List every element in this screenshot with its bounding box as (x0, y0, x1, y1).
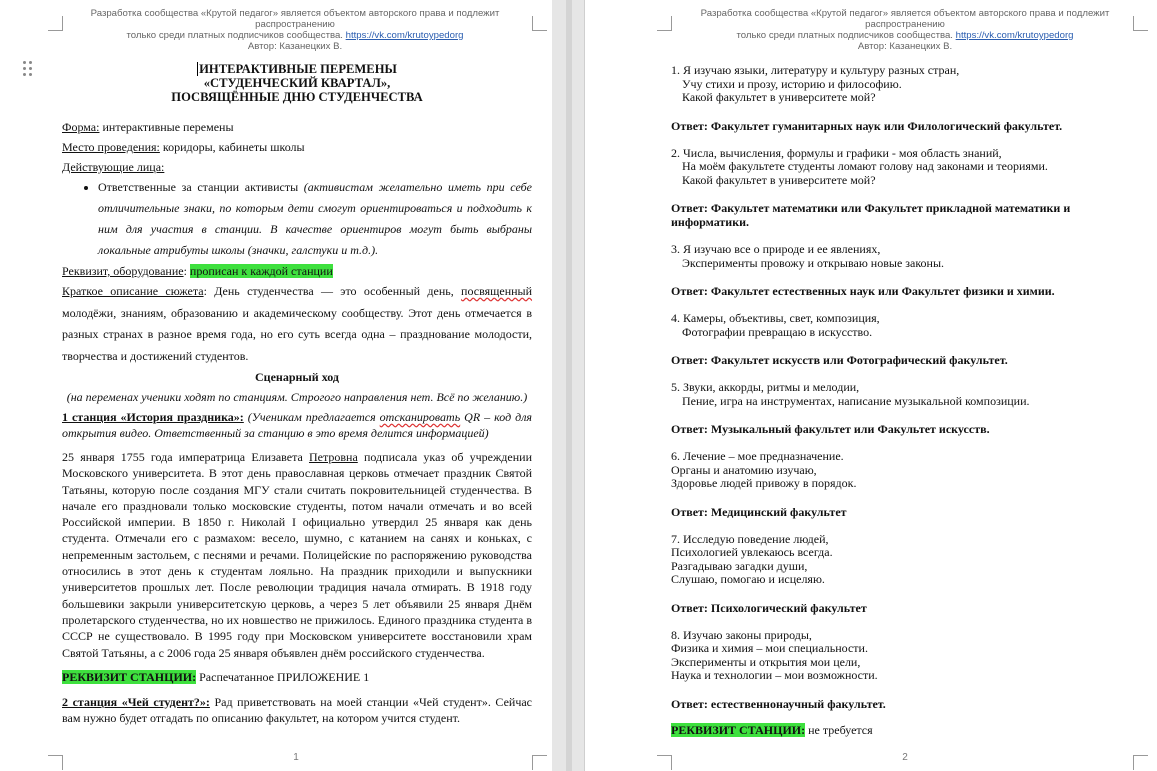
riddle-line: Физика и химия – мои специальности. (671, 641, 868, 655)
scenario-heading: Сценарный ход (255, 370, 339, 384)
copyright-line: только среди платных подписчиков сообщества. (126, 30, 343, 41)
riddle-answer: Ответ: Психологический факультет (671, 600, 867, 615)
riddle-line: На моём факультете студенты ломают голову над законами и теориями. (682, 159, 1048, 173)
page-number: 2 (902, 752, 908, 763)
document-title: ИНТЕРАКТИВНЫЕ ПЕРЕМЕНЫ «СТУДЕНЧЕСКИЙ КВАРТАЛ», ПОСВЯЩЁННЫЕ ДНЮ СТУДЕНЧЕСТВА (171, 62, 423, 104)
riddle-line: 1. Я изучаю языки, литературу и культуру разных стран, (671, 63, 960, 77)
page-1-body[interactable] (62, 62, 532, 726)
riddle-answer: Ответ: Факультет математики или Факультет прикладной математики и информатики. (671, 201, 1071, 229)
riddle-answer: Ответ: естественнонаучный факультет. (671, 696, 886, 711)
station-2-heading: 2 станция «Чей студент?»: Рад приветствовать на моей станции «Чей студент». Сейчас вам нужно будет отгадать по описанию факультет, на котором учится студент. (62, 694, 533, 725)
copyright-line: Разработка сообщества «Крутой педагог» является объектом авторского права и подлежит распространению (700, 8, 1110, 30)
station-2-props: РЕКВИЗИТ СТАНЦИИ: не требуется (671, 722, 873, 737)
author-line: Автор: Казанецких В. (857, 41, 953, 52)
riddle-line: 4. Камеры, объективы, свет, композиция, (671, 311, 880, 325)
form-line: Форма: интерактивные перемены (62, 120, 234, 134)
riddle-line: 2. Числа, вычисления, формулы и графики - моя область знаний, (671, 145, 1002, 160)
riddle-answer: Ответ: Медицинский факультет (671, 504, 847, 519)
riddle-answer: Ответ: Факультет естественных наук или Факультет физики и химии. (671, 284, 1055, 298)
riddle-answer: Ответ: Факультет искусств или Фотографический факультет. (671, 353, 1008, 367)
history-paragraph: 25 января 1755 года императрица Елизавета Петровна подписала указ об учреждении Московского университета. В этот день православная церковь отмечает праздник Святой Татьяны, которую после создания МГУ стали считать покровительницей студенчества. В начале его праздновали только московские студенты, потом начали отмечать и во всей Российской империи. В 1850 г. Николай I официально утвердил 25 января как день студента. Отмечали его с размахом: весело, шумно, с катанием на санях и коньках, с непременным застольем, с песнями и речами. Полицейские по распоряжению руководства относились в этот день к студентам лояльно. На праздник приходили и выпускники университетов прошлых лет. После революции традиция начала отмирать. В 1918 году большевики закрыли университетскую церковь, а через 5 лет объявили 25 января Днём пролетарского студенчества, но их новшество не прижилось. Единого праздника студента в СССР не существовало. В 1995 году при Московском университете восстановили храм Святой Татьяны, а с 2006 года 25 января объявлен днём российского студенчества. (62, 450, 532, 660)
riddle-line: Какой факультет в университете мой? (682, 172, 876, 187)
riddle-question (671, 629, 1141, 683)
riddle-line: 6. Лечение – мое предназначение. (671, 449, 844, 463)
riddle-answer: Ответ: Факультет гуманитарных наук или Филологический факультет. (671, 118, 1063, 133)
community-link[interactable]: https://vk.com/krutoypedorg (955, 30, 1074, 41)
riddle-line: Здоровье людей привожу в порядок. (671, 476, 857, 490)
riddle-line: Органы и анатомию изучаю, (671, 462, 817, 477)
riddle-line: Разгадываю загадки души, (671, 558, 808, 573)
riddle-question (671, 533, 1141, 587)
copyright-line: только среди платных подписчиков сообщества. (736, 30, 953, 41)
riddle-line: 8. Изучаю законы природы, (671, 627, 812, 642)
riddle-list (671, 64, 1141, 711)
page-header (55, 8, 535, 41)
riddle-line: Эксперименты провожу и открываю новые законы. (682, 255, 945, 270)
copyright-line: Разработка сообщества «Крутой педагог» является объектом авторского права и подлежит распространению (90, 8, 500, 30)
page-number: 1 (293, 752, 299, 763)
author-line: Автор: Казанецких В. (247, 41, 343, 52)
riddle-question (671, 312, 1141, 339)
page-2-body[interactable] (671, 64, 1141, 737)
riddle-line: Какой факультет в университете мой? (682, 90, 876, 104)
highlighted-text: РЕКВИЗИТ СТАНЦИИ: (671, 722, 806, 737)
station-1-heading: 1 станция «История праздника»: (Ученикам предлагается отсканировать QR – код для открытия видео. Ответственный за станцию в это время делится информацией) (62, 410, 533, 440)
place-line: Место проведения: коридоры, кабинеты школы (62, 140, 305, 154)
spellcheck-word: Петровна (308, 450, 358, 464)
page-gap (552, 0, 585, 771)
drag-handle-icon[interactable] (23, 61, 35, 79)
riddle-question (671, 147, 1141, 188)
props-line: Реквизит, оборудование: прописан к каждой станции (62, 264, 333, 278)
riddle-question (671, 243, 1141, 270)
community-link[interactable]: https://vk.com/krutoypedorg (345, 30, 464, 41)
riddle-line: Фотографии превращаю в искусство. (682, 324, 873, 339)
riddle-line: Наука и технологии – мои возможности. (671, 668, 878, 682)
spellcheck-word: отсканировать (379, 410, 461, 424)
riddle-question (671, 450, 1141, 491)
riddle-question (671, 64, 1141, 105)
actors-label: Действующие лица: (62, 160, 165, 174)
highlighted-text: прописан к каждой станции (189, 264, 333, 278)
riddle-line: Психологией увлекаюсь всегда. (671, 545, 833, 559)
actors-list (62, 177, 532, 261)
riddle-line: 7. Исследую поведение людей, (671, 531, 829, 546)
plot-description: Краткое описание сюжета: День студенчества — это особенный день, посвященный молодёжи, знаниям, образованию и академическому сообществу. Этот день отмечается в разных странах в разное время года, но его суть всегда одна – празднование молодости, творчества и достижений студентов. (62, 284, 533, 363)
page-header (665, 8, 1145, 41)
riddle-question (671, 381, 1141, 408)
riddle-line: Учу стихи и прозу, историю и философию. (682, 76, 902, 91)
riddle-line: 3. Я изучаю все о природе и ее явлениях, (671, 242, 881, 256)
riddle-answer: Ответ: Музыкальный факультет или Факультет искусств. (671, 422, 990, 436)
riddle-line: Эксперименты и открытия мои цели, (671, 654, 861, 669)
riddle-line: 5. Звуки, аккорды, ритмы и мелодии, (671, 380, 860, 394)
text-cursor (197, 62, 198, 76)
scenario-note: (на переменах ученики ходят по станциям. Строгого направления нет. Всё по желанию.) (66, 390, 528, 404)
list-item: • Ответственные за станции активисты (активистам желательно иметь при себе отличительные знаки, по которым дети смогут ориентироваться и подходить к ним для участия в станции. В качестве ориентиров могут быть выбраны локальные атрибуты школы (значки, галстуки и т.д.). (98, 177, 532, 261)
spellcheck-word: посвященный (461, 284, 533, 298)
riddle-line: Пение, игра на инструментах, написание музыкальной композиции. (682, 393, 1030, 408)
station-1-props: РЕКВИЗИТ СТАНЦИИ: Распечатанное ПРИЛОЖЕНИЕ 1 (62, 669, 370, 684)
riddle-line: Слушаю, помогаю и исцеляю. (671, 572, 825, 586)
scrollbar[interactable] (566, 0, 572, 771)
highlighted-text: РЕКВИЗИТ СТАНЦИИ: (62, 669, 197, 684)
